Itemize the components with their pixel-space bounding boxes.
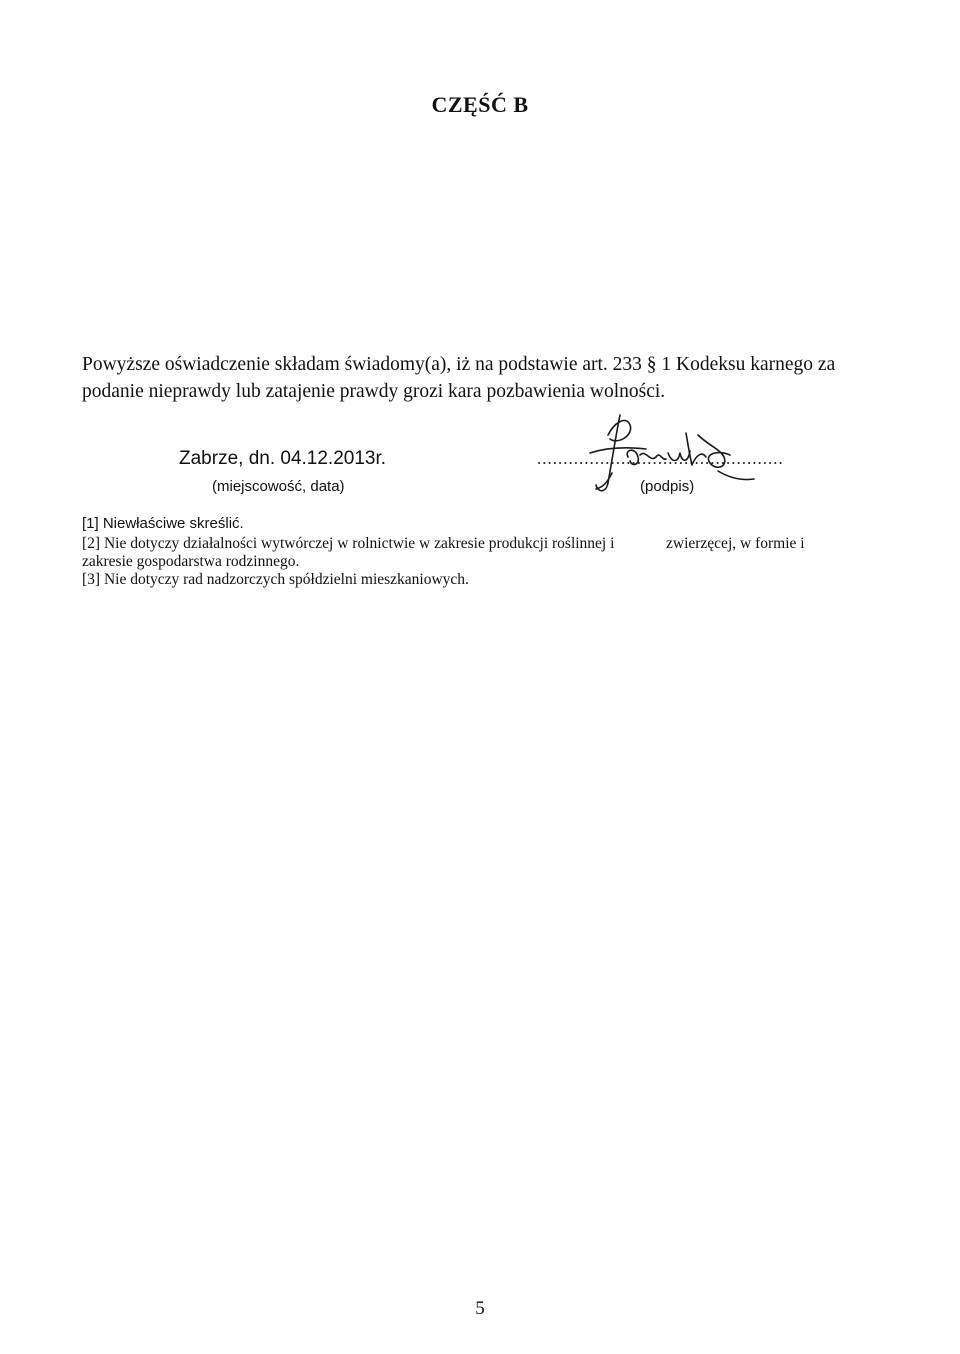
page-title: CZĘŚĆ B xyxy=(431,92,529,117)
statement-line-1: Powyższe oświadczenie składam świadomy(a), iż na podstawie art. 233 § 1 Kodeksu karnego za xyxy=(82,354,836,375)
signature-caption: (podpis) xyxy=(640,478,695,495)
footnote-1: [1] Niewłaściwe skreślić. xyxy=(82,515,244,532)
footnote-3: [3] Nie dotyczy rad nadzorczych spółdzielni mieszkaniowych. xyxy=(82,571,469,588)
signature-line: ............................................... xyxy=(537,449,784,468)
place-date-caption: (miejscowość, data) xyxy=(212,478,345,495)
footnote-2-continued: zwierzęcej, w formie i xyxy=(666,535,805,552)
handwritten-signature xyxy=(568,405,768,505)
statement-line-2: podanie nieprawdy lub zatajenie prawdy grozi kara pozbawienia wolności. xyxy=(82,381,666,402)
page-number: 5 xyxy=(475,1298,485,1319)
footnote-2: [2] Nie dotyczy działalności wytwórczej w rolnictwie w zakresie produkcji roślinnej i xyxy=(82,535,615,552)
footnote-2-line-2: zakresie gospodarstwa rodzinnego. xyxy=(82,553,300,570)
place-date-value: Zabrze, dn. 04.12.2013r. xyxy=(179,448,387,469)
